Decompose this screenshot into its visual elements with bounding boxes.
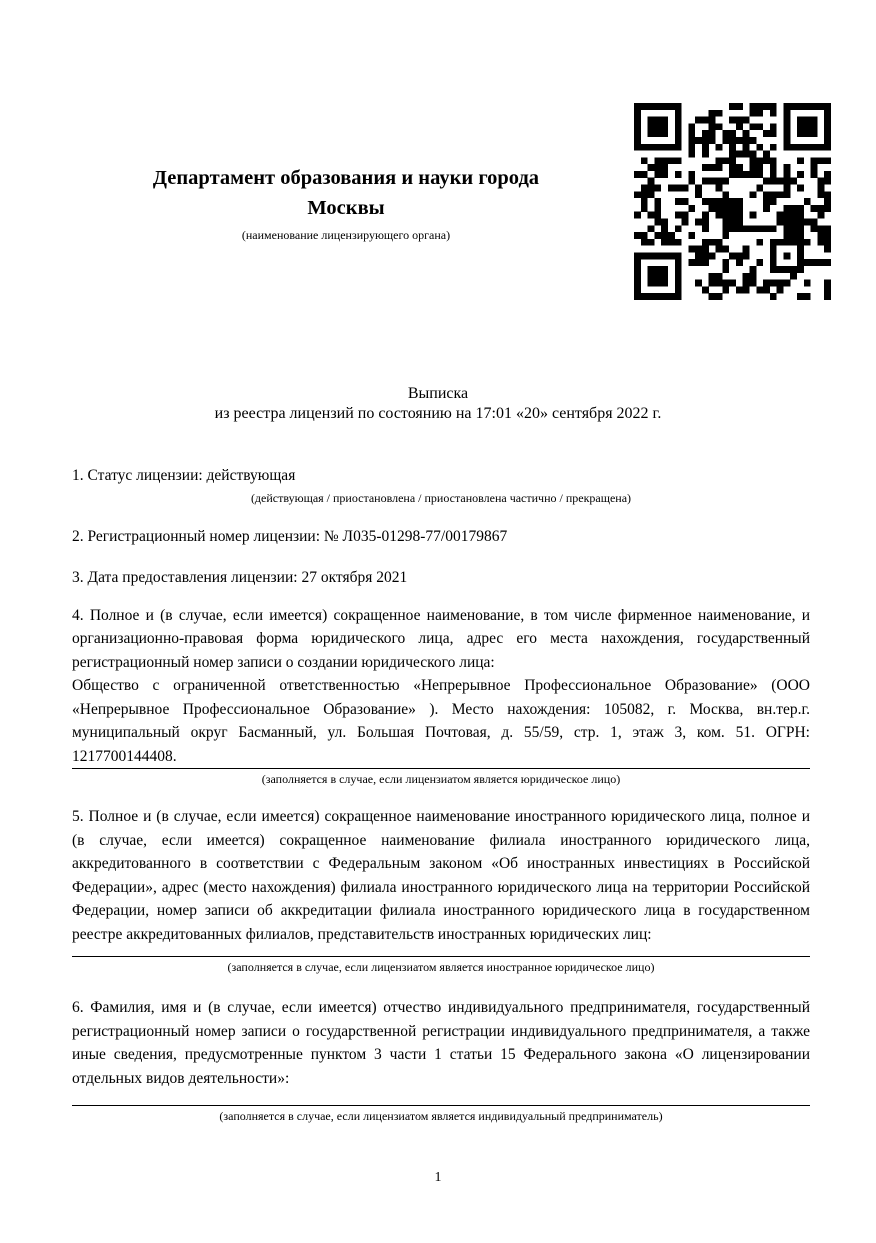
- license-status-text: 1. Статус лицензии: действующая: [72, 467, 296, 484]
- authority-caption: (наименование лицензирующего органа): [241, 228, 451, 242]
- authority-name-line2: Москвы: [307, 197, 385, 219]
- licensing-authority-header: [72, 163, 620, 243]
- item-legal-entity: [72, 604, 810, 788]
- document-title-line2: из реестра лицензий по состоянию на 17:01 «20» сентября 2022 г.: [214, 405, 662, 422]
- page-number: 1: [434, 1170, 442, 1185]
- foreign-entity-question: 5. Полное и (в случае, если имеется) сокращенное наименование иностранного юридического лица, полное и (в случае, если имеется) сокращенное наименование филиала иностранного юридического лица, аккредитованного в соответствии с Федеральным законом «Об иностранных инвестициях в Российской Федерации», адрес (место нахождения) филиала иностранного юридического лица на территории Российской Федерации, номер записи об аккредитации филиала иностранного юридического лица в государственном реестре аккредитованных филиалов, представительств иностранных юридических лиц:: [72, 808, 810, 943]
- individual-entrepreneur-question: 6. Фамилия, имя и (в случае, если имеется) отчество индивидуального предпринимателя, государственный регистрационный номер записи о государственной регистрации индивидуального предпринимателя, а также иные сведения, предусмотренные пунктом 3 части 1 статьи 15 Федерального закона «О лицензировании отдельных видов деятельности»:: [72, 999, 810, 1087]
- item-individual-entrepreneur: [72, 996, 810, 1124]
- document-body: [72, 464, 810, 1124]
- fill-line-legal-entity: [72, 768, 810, 769]
- individual-entrepreneur-caption: (заполняется в случае, если лицензиатом является индивидуальный предприниматель): [219, 1109, 663, 1123]
- fill-line-foreign-entity: [72, 956, 810, 957]
- authority-name-line1: Департамент образования и науки города: [152, 167, 540, 189]
- legal-entity-value: Общество с ограниченной ответственностью «Непрерывное Профессиональное Образование» (ООО «Непрерывное Профессиональное Образование» ). Место нахождения: 105082, г. Москва, вн.тер.г. муниципальный округ Басманный, ул. Большая Почтовая, д. 55/59, стр. 1, этаж 3, ком. 51. ОГРН: 1217700144408.: [72, 677, 810, 765]
- license-grant-date-text: 3. Дата предоставления лицензии: 27 октября 2021: [72, 569, 408, 586]
- item-license-status: [72, 464, 810, 506]
- registration-number-text: 2. Регистрационный номер лицензии: № Л035-01298-77/00179867: [72, 527, 508, 545]
- item-license-grant-date: [72, 566, 810, 590]
- item-foreign-entity: [72, 805, 810, 975]
- document-title-line1: Выписка: [407, 385, 469, 402]
- legal-entity-question: 4. Полное и (в случае, если имеется) сокращенное наименование, в том числе фирменное наименование, и организационно-правовая форма юридического лица, адрес его места нахождения, государственный регистрационный номер записи о создании юридического лица:: [72, 606, 810, 671]
- foreign-entity-caption: (заполняется в случае, если лицензиатом является иностранное юридическое лицо): [227, 960, 655, 974]
- qr-code: [634, 103, 831, 300]
- document-title: [69, 384, 807, 424]
- fill-line-individual-entrepreneur: [72, 1105, 810, 1106]
- legal-entity-caption: (заполняется в случае, если лицензиатом является юридическое лицо): [261, 772, 621, 786]
- item-registration-number: [72, 525, 810, 549]
- license-status-options-caption: (действующая / приостановлена / приостановлена частично / прекращена): [250, 490, 632, 505]
